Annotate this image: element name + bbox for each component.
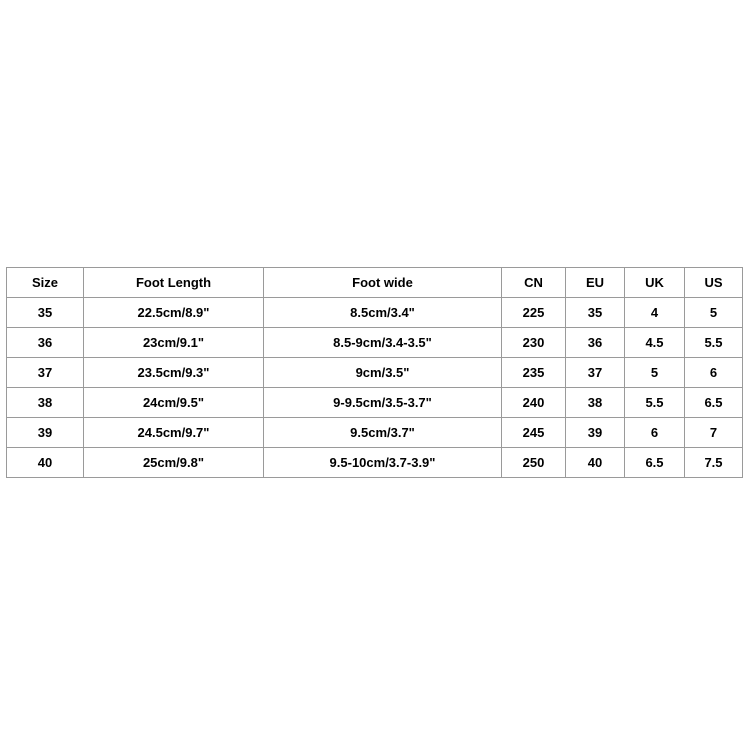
cell-cn: 225 <box>502 298 566 328</box>
cell-uk: 6.5 <box>625 448 685 478</box>
cell-foot-wide: 9-9.5cm/3.5-3.7" <box>264 388 502 418</box>
size-chart-table <box>6 267 743 478</box>
header-foot-wide: Foot wide <box>264 268 502 298</box>
table-row <box>7 298 743 328</box>
cell-uk: 5 <box>625 358 685 388</box>
cell-cn: 235 <box>502 358 566 388</box>
cell-size: 37 <box>7 358 84 388</box>
table-row <box>7 388 743 418</box>
cell-uk: 4.5 <box>625 328 685 358</box>
cell-foot-wide: 8.5-9cm/3.4-3.5" <box>264 328 502 358</box>
cell-eu: 38 <box>566 388 625 418</box>
cell-foot-length: 23cm/9.1" <box>84 328 264 358</box>
header-cn: CN <box>502 268 566 298</box>
cell-foot-length: 24cm/9.5" <box>84 388 264 418</box>
cell-uk: 6 <box>625 418 685 448</box>
cell-foot-wide: 9cm/3.5" <box>264 358 502 388</box>
table-row <box>7 358 743 388</box>
cell-eu: 37 <box>566 358 625 388</box>
cell-eu: 40 <box>566 448 625 478</box>
cell-foot-wide: 9.5cm/3.7" <box>264 418 502 448</box>
cell-us: 6 <box>685 358 743 388</box>
header-us: US <box>685 268 743 298</box>
cell-foot-length: 24.5cm/9.7" <box>84 418 264 448</box>
cell-size: 40 <box>7 448 84 478</box>
cell-uk: 4 <box>625 298 685 328</box>
header-size: Size <box>7 268 84 298</box>
cell-foot-wide: 9.5-10cm/3.7-3.9" <box>264 448 502 478</box>
cell-foot-wide: 8.5cm/3.4" <box>264 298 502 328</box>
cell-cn: 230 <box>502 328 566 358</box>
cell-us: 6.5 <box>685 388 743 418</box>
table-row <box>7 328 743 358</box>
header-uk: UK <box>625 268 685 298</box>
cell-eu: 35 <box>566 298 625 328</box>
cell-uk: 5.5 <box>625 388 685 418</box>
header-row <box>7 268 743 298</box>
cell-foot-length: 22.5cm/8.9" <box>84 298 264 328</box>
table-row <box>7 418 743 448</box>
cell-cn: 250 <box>502 448 566 478</box>
cell-us: 7.5 <box>685 448 743 478</box>
cell-size: 38 <box>7 388 84 418</box>
cell-eu: 36 <box>566 328 625 358</box>
cell-foot-length: 25cm/9.8" <box>84 448 264 478</box>
cell-size: 36 <box>7 328 84 358</box>
cell-us: 5.5 <box>685 328 743 358</box>
cell-cn: 245 <box>502 418 566 448</box>
cell-foot-length: 23.5cm/9.3" <box>84 358 264 388</box>
cell-size: 39 <box>7 418 84 448</box>
cell-eu: 39 <box>566 418 625 448</box>
cell-cn: 240 <box>502 388 566 418</box>
cell-size: 35 <box>7 298 84 328</box>
cell-us: 5 <box>685 298 743 328</box>
table-row <box>7 448 743 478</box>
cell-us: 7 <box>685 418 743 448</box>
header-foot-length: Foot Length <box>84 268 264 298</box>
header-eu: EU <box>566 268 625 298</box>
